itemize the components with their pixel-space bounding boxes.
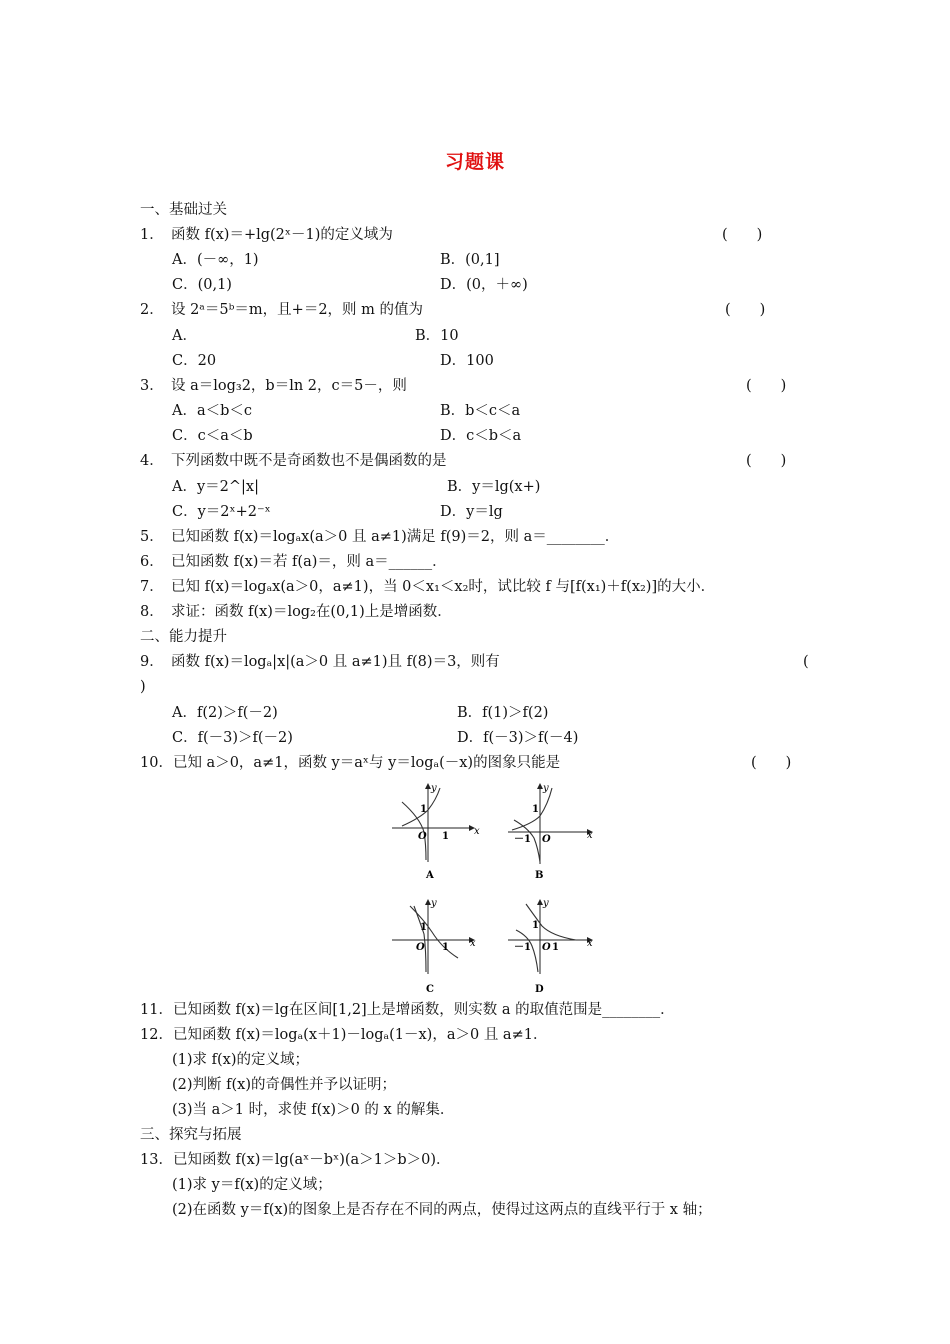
q9-option-a: A．f(2)＞f(－2) <box>172 705 278 721</box>
q3-option-a: A．a＜b＜c <box>172 403 253 419</box>
q6-text: 6． 已知函数 f(x)＝若 f(a)＝，则 a＝______． <box>140 554 447 570</box>
q2-option-b: B．10 <box>415 328 459 344</box>
graph-b-origin: O <box>542 834 551 845</box>
graph-c-origin: O <box>416 942 425 953</box>
section-heading-advanced: 二、能力提升 <box>140 629 227 645</box>
q2-answer-paren: ( ) <box>725 302 766 318</box>
q4-answer-paren: ( ) <box>746 453 787 469</box>
q13-part-2: (2)在函数 y＝f(x)的图象上是否存在不同的两点，使得过这两点的直线平行于 x 轴； <box>172 1202 712 1218</box>
q3-answer-paren: ( ) <box>746 378 787 394</box>
q10-stem: 10．已知 a＞0，a≠1，函数 y＝aˣ与 y＝logₐ(－x)的图象只能是 <box>140 755 561 771</box>
q4-option-a: A．y＝2^|x| <box>172 479 259 495</box>
graph-a-x-label: x <box>474 826 480 837</box>
graph-c-y-label: y <box>431 898 437 909</box>
q3-option-c: C．c＜a＜b <box>172 428 253 444</box>
q9-option-d: D．f(－3)＞f(－4) <box>457 730 579 746</box>
graph-a-tick-1: 1 <box>420 804 427 815</box>
q12-stem: 12．已知函数 f(x)＝logₐ(x＋1)－logₐ(1－x)，a＞0 且 a≠1． <box>140 1027 548 1043</box>
q12-part-2: (2)判断 f(x)的奇偶性并予以证明； <box>172 1077 397 1093</box>
q4-option-c: C．y＝2ˣ+2⁻ˣ <box>172 504 271 520</box>
q2-option-d: D．100 <box>440 353 494 369</box>
graph-b-x-label: x <box>587 830 593 841</box>
graph-a-origin: O <box>418 831 427 842</box>
graph-d-y-label: y <box>543 898 549 909</box>
graph-d <box>508 898 593 995</box>
graph-a-y-label: y <box>431 783 437 794</box>
graph-d-tick-1: 1 <box>532 920 539 931</box>
q1-option-d: D．(0，＋∞) <box>440 277 528 293</box>
graph-a-label: A <box>426 870 434 881</box>
q11-text: 11．已知函数 f(x)＝lg在区间[1,2]上是增函数，则实数 a 的取值范围是________． <box>140 1002 675 1018</box>
graph-b-label: B <box>535 870 544 881</box>
section-heading-basic: 一、基础过关 <box>140 202 227 218</box>
q2-option-a: A． <box>172 328 197 344</box>
page-title: 习题课 <box>444 151 505 173</box>
q2-stem: 2． 设 2ᵃ＝5ᵇ＝m，且+＝2，则 m 的值为 <box>140 302 424 318</box>
graph-c-label: C <box>426 984 434 995</box>
q7-text: 7． 已知 f(x)＝logₐx(a＞0，a≠1)，当 0＜x₁＜x₂时，试比较 f 与[f(x₁)＋f(x₂)]的大小． <box>140 579 716 595</box>
q10-graph-figure <box>380 780 610 995</box>
q4-option-b: B．y＝lg(x+) <box>447 479 541 495</box>
q10-answer-paren: ( ) <box>751 755 792 771</box>
q3-stem: 3． 设 a＝log₃2，b＝ln 2，c＝5－，则 <box>140 378 407 394</box>
graph-d-tick-x1: 1 <box>552 942 559 953</box>
graph-c <box>392 898 476 995</box>
q2-option-c: C．20 <box>172 353 217 369</box>
graph-d-label: D <box>535 984 544 995</box>
q1-option-b: B．(0,1] <box>440 252 500 268</box>
graph-d-x-label: x <box>587 938 593 949</box>
q1-option-a: A．(－∞，1) <box>172 252 259 268</box>
q9-option-b: B．f(1)＞f(2) <box>457 705 549 721</box>
graph-b-tick-neg1: －1 <box>514 834 531 845</box>
graph-c-tick-1: 1 <box>420 922 427 933</box>
graph-d-tick-neg1: －1 <box>514 942 531 953</box>
q3-option-b: B．b＜c＜a <box>440 403 521 419</box>
graph-b-y-label: y <box>543 783 549 794</box>
q9-stem: 9． 函数 f(x)＝logₐ|x|(a＞0 且 a≠1)且 f(8)＝3，则有 <box>140 654 500 670</box>
q9-paren-open: ( <box>803 654 809 670</box>
q1-option-c: C．(0,1) <box>172 277 232 293</box>
q5-text: 5． 已知函数 f(x)＝logₐx(a＞0 且 a≠1)满足 f(9)＝2，则 a＝________． <box>140 529 620 545</box>
graph-a <box>392 783 480 881</box>
q4-stem: 4． 下列函数中既不是奇函数也不是偶函数的是 <box>140 453 447 469</box>
graph-b <box>508 783 593 881</box>
q1-answer-paren: ( ) <box>722 227 763 243</box>
q12-part-3: (3)当 a＞1 时，求使 f(x)＞0 的 x 的解集． <box>172 1102 455 1118</box>
q8-text: 8． 求证：函数 f(x)＝log₂在(0,1)上是增函数． <box>140 604 452 620</box>
q3-option-d: D．c＜b＜a <box>440 428 522 444</box>
q13-stem: 13．已知函数 f(x)＝lg(aˣ－bˣ)(a＞1＞b＞0)． <box>140 1152 451 1168</box>
section-heading-explore: 三、探究与拓展 <box>140 1127 242 1143</box>
q12-part-1: (1)求 f(x)的定义域； <box>172 1052 310 1068</box>
graph-c-x-label: x <box>470 938 476 949</box>
q13-part-1: (1)求 y＝f(x)的定义域； <box>172 1177 332 1193</box>
q1-stem: 1． 函数 f(x)＝+lg(2ˣ－1)的定义域为 <box>140 227 393 243</box>
graph-b-tick-1: 1 <box>532 804 539 815</box>
graph-c-tick-x1: 1 <box>442 942 449 953</box>
graph-d-origin: O <box>542 942 551 953</box>
q4-option-d: D．y＝lg <box>440 504 503 520</box>
graph-a-tick-x1: 1 <box>442 831 449 842</box>
q9-paren-close: ) <box>140 679 146 695</box>
q9-option-c: C．f(－3)＞f(－2) <box>172 730 293 746</box>
